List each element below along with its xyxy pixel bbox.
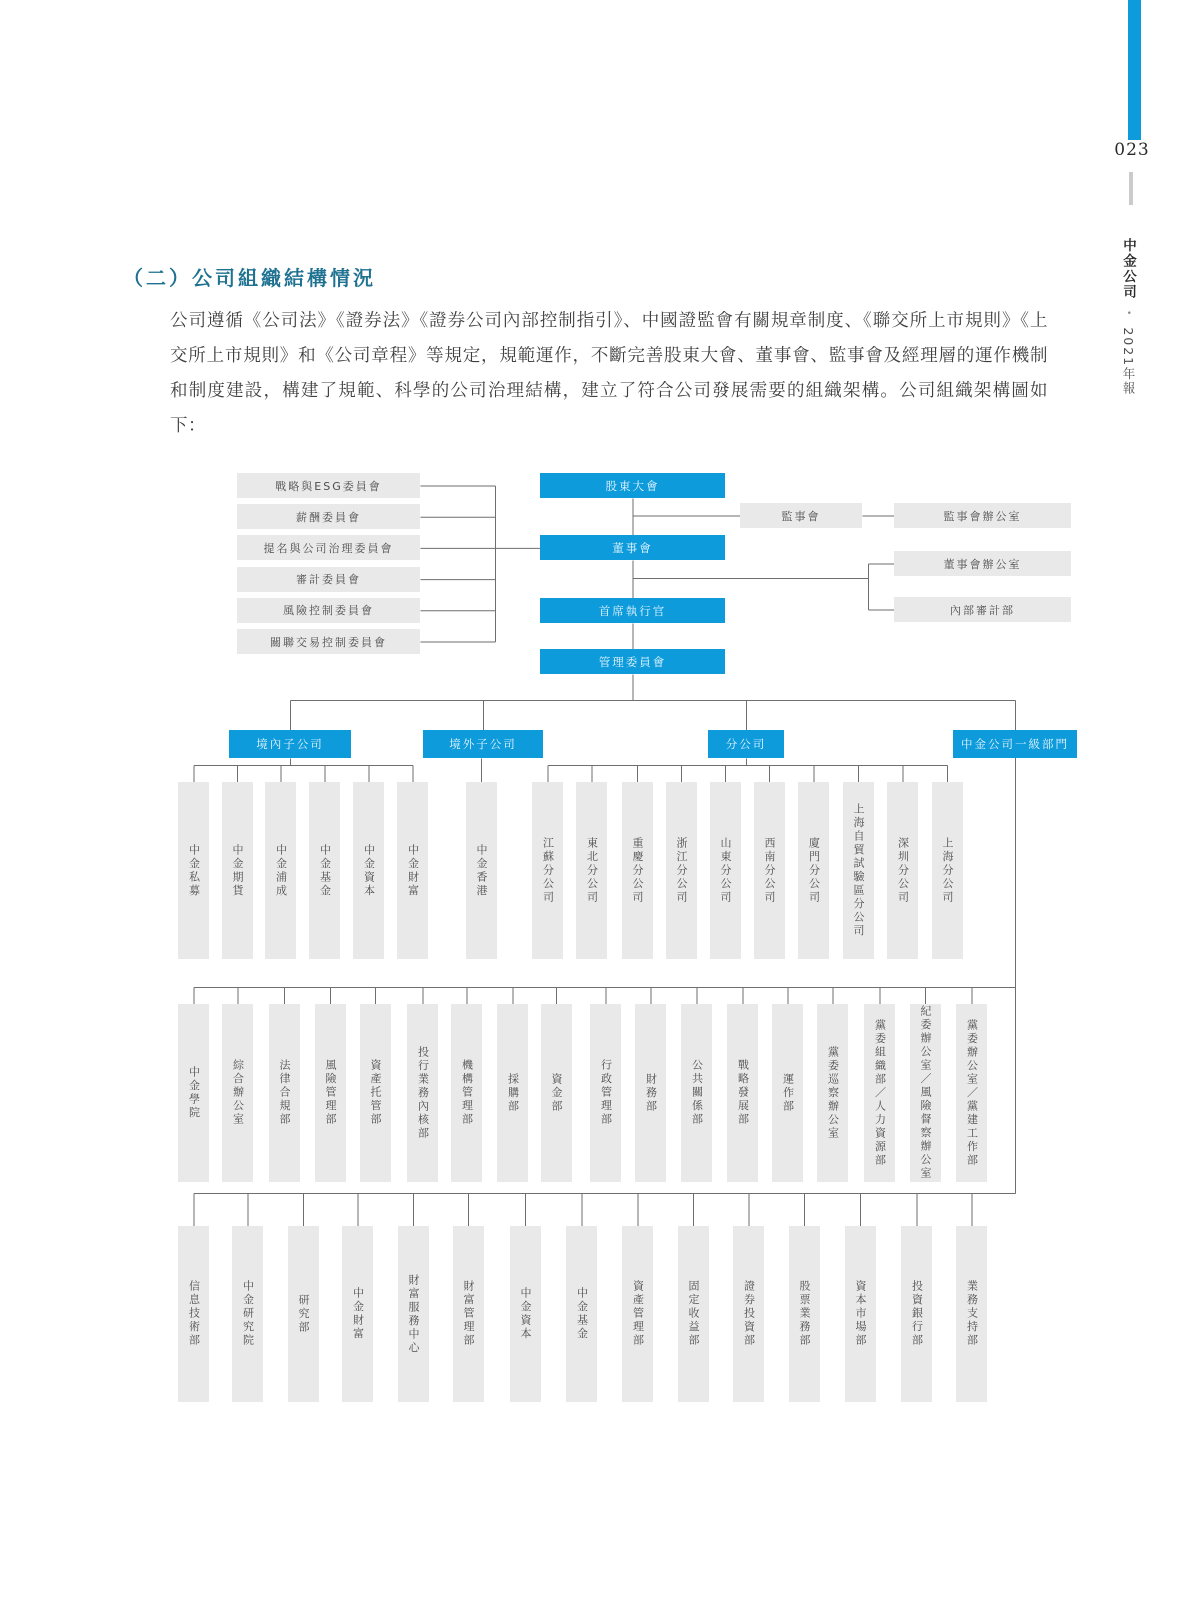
internal-audit-department: 內部審計部: [894, 597, 1071, 622]
org-node: 上海分公司: [932, 782, 963, 959]
section-heading: （二）公司組織結構情況: [123, 266, 376, 290]
org-node: 中金財富: [397, 782, 428, 959]
org-node: 業務支持部: [956, 1226, 987, 1402]
org-node: 戰略發展部: [727, 1004, 758, 1182]
org-node: 黨委辦公室／黨建工作部: [956, 1004, 987, 1182]
risk-control-committee: 風險控制委員會: [237, 598, 420, 623]
strategy-esg-committee: 戰略與ESG委員會: [237, 473, 420, 498]
chief-executive-officer: 首席執行官: [540, 598, 725, 623]
org-node: 中金研究院: [232, 1226, 263, 1402]
org-node: 廈門分公司: [798, 782, 829, 959]
org-node: 黨委組織部／人力資源部: [864, 1004, 895, 1182]
org-node: 證券投資部: [733, 1226, 764, 1402]
paragraph-line: 公司遵循《公司法》《證券法》《證券公司內部控制指引》、中國證監會有關規章制度、《聯交所上市規則》《上: [170, 311, 1048, 331]
board-office: 董事會辦公室: [894, 551, 1071, 576]
org-node: 深圳分公司: [887, 782, 918, 959]
paragraph-line: 交所上市規則》和《公司章程》等規定，規範運作，不斷完善股東大會、董事會、監事會及經理層的運作機制: [170, 346, 1048, 366]
org-node: 紀委辦公室／風險督察辦公室: [910, 1004, 941, 1182]
org-node: 東北分公司: [576, 782, 607, 959]
org-node: 研究部: [288, 1226, 319, 1402]
org-node: 投資銀行部: [901, 1226, 932, 1402]
org-node: 中金學院: [178, 1004, 209, 1182]
org-node: 中金浦成: [265, 782, 296, 959]
org-node: 固定收益部: [678, 1226, 709, 1402]
org-node: 上海自貿試驗區分公司: [843, 782, 874, 959]
board-of-directors: 董事會: [540, 535, 725, 560]
org-node: 資本市場部: [845, 1226, 876, 1402]
shareholders-meeting: 股東大會: [540, 473, 725, 498]
org-node: 財富管理部: [453, 1226, 484, 1402]
org-node: 中金資本: [353, 782, 384, 959]
org-node: 中金基金: [309, 782, 340, 959]
org-node: 中金基金: [566, 1226, 597, 1402]
audit-committee: 審計委員會: [237, 567, 420, 592]
org-node: 公共關係部: [681, 1004, 712, 1182]
org-node: 綜合辦公室: [222, 1004, 253, 1182]
org-node: 法律合規部: [269, 1004, 300, 1182]
org-node: 山東分公司: [710, 782, 741, 959]
org-node: 黨委巡察辦公室: [817, 1004, 848, 1182]
page-number: 023: [1114, 140, 1150, 160]
overseas-subsidiaries: 境外子公司: [423, 730, 543, 758]
org-node: 中金財富: [342, 1226, 373, 1402]
org-node: 股票業務部: [789, 1226, 820, 1402]
org-node: 資產管理部: [622, 1226, 653, 1402]
org-node: 財務部: [635, 1004, 666, 1182]
org-node: 中金香港: [466, 782, 497, 959]
org-node: 江蘇分公司: [532, 782, 563, 959]
branch-companies: 分公司: [708, 730, 784, 758]
org-node: 信息技術部: [178, 1226, 209, 1402]
org-node: 財富服務中心: [398, 1226, 429, 1402]
org-node: 西南分公司: [754, 782, 785, 959]
org-node: 中金期貨: [222, 782, 253, 959]
org-node: 採購部: [497, 1004, 528, 1182]
domestic-subsidiaries: 境內子公司: [229, 730, 351, 758]
org-node: 投行業務內核部: [407, 1004, 438, 1182]
report-edition: 2021年報: [1121, 327, 1136, 397]
paragraph-line: 下：: [170, 416, 206, 436]
org-node: 風險管理部: [315, 1004, 346, 1182]
paragraph-line: 和制度建設，構建了規範、科學的公司治理結構，建立了符合公司發展需要的組織架構。公司組織架構圖如: [170, 381, 1048, 401]
brand-name: 中金公司: [1120, 238, 1136, 300]
org-node: 行政管理部: [590, 1004, 621, 1182]
management-committee: 管理委員會: [540, 649, 725, 674]
supervisory-committee-office: 監事會辦公室: [894, 503, 1071, 528]
org-node: 資金部: [541, 1004, 572, 1182]
cicc-first-level-departments: 中金公司一級部門: [953, 730, 1077, 758]
supervisory-committee: 監事會: [740, 503, 862, 528]
org-node: 重慶分公司: [622, 782, 653, 959]
org-node: 運作部: [772, 1004, 803, 1182]
org-node: 資產托管部: [360, 1004, 391, 1182]
org-node: 中金私募: [178, 782, 209, 959]
nomination-corporate-governance-committee: 提名與公司治理委員會: [237, 535, 420, 560]
org-node: 中金資本: [510, 1226, 541, 1402]
org-node: 浙江分公司: [666, 782, 697, 959]
org-node: 機構管理部: [451, 1004, 482, 1182]
brand-separator-dot: •: [1123, 310, 1133, 318]
related-party-transactions-control-committee: 關聯交易控制委員會: [237, 629, 420, 654]
remuneration-committee: 薪酬委員會: [237, 504, 420, 529]
